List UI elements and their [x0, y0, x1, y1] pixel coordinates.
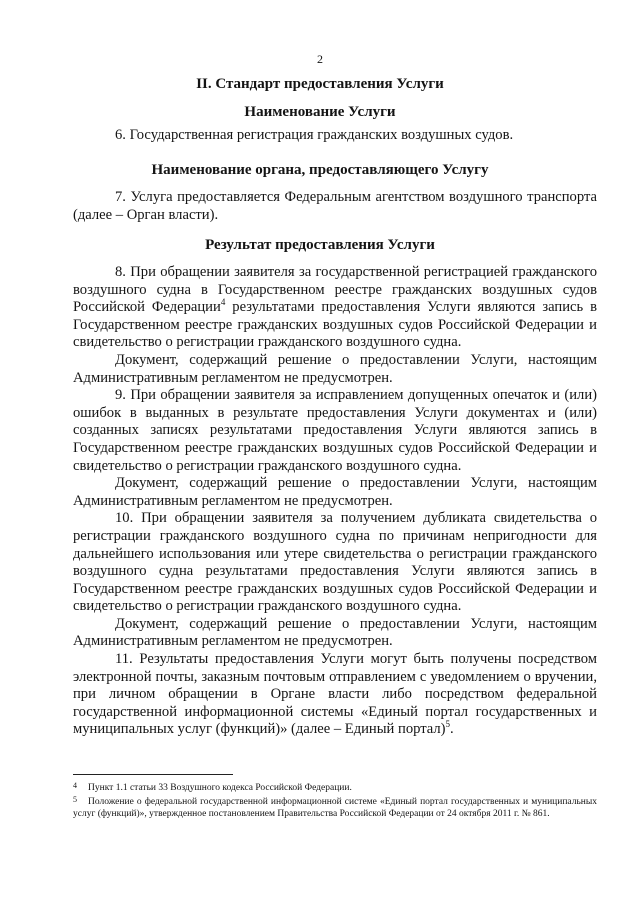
footnote-ref-5: 5 [445, 719, 451, 730]
footnote-4-mark: 4 [73, 781, 77, 790]
paragraph-11 [73, 651, 597, 739]
paragraph-6 [73, 127, 597, 145]
p8-text-a: 8. При обращении заявителя за государственной регистрацией гражданского воздушного судна в Государственном реестре гражданских воздушных судов Российской Федерации [73, 264, 597, 316]
footnote-separator [73, 774, 233, 775]
footnote-4 [73, 780, 597, 795]
footnote-5-mark: 5 [73, 795, 77, 804]
p7-text: 7. Услуга предоставляется Федеральным агентством воздушного транспорта (далее – Орган власти). [73, 189, 597, 223]
paragraph-9-document: Документ, содержащий решение о предоставлении Услуги, настоящим Административным регламентом не предусмотрен. [73, 475, 597, 509]
footnote-ref-4: 4 [220, 297, 226, 308]
footnote-4-text: Пункт 1.1 статьи 33 Воздушного кодекса Российской Федерации. [88, 783, 352, 793]
subheading-organ: Наименование органа, предоставляющего Услугу [151, 162, 489, 178]
footnote-5-text: Положение о федеральной государственной информационной системе «Единый портал государственных и муниципальных услуг (функций)», утвержденное постановлением Правительства Российской Федерации от 24 октября 2011 г. № 861. [73, 797, 597, 819]
footnote-5 [73, 794, 597, 820]
paragraph-10: 10. При обращении заявителя за получением дубликата свидетельства о регистрации гражданского воздушного судна по причинам непригодности для дальнейшего использования или утере свидетельства о регистрации гражданского воздушного судна результатами предоставления Услуги являются запись в Государственном реестре гражданских воздушных судов Российской Федерации и свидетельство о регистрации гражданского воздушного судна. [73, 510, 597, 615]
section-title: II. Стандарт предоставления Услуги [196, 76, 444, 92]
p8-text-b: результатами предоставления Услуги являются запись в Государственном реестре гражданских воздушных судов Российской Федерации и свидетельство о регистрации гражданского воздушного судна. [73, 299, 597, 351]
paragraph-7 [73, 189, 597, 224]
paragraph-8 [73, 264, 597, 352]
subheading-service-name: Наименование Услуги [244, 104, 396, 120]
paragraph-8-document: Документ, содержащий решение о предоставлении Услуги, настоящим Административным регламентом не предусмотрен. [73, 351, 597, 386]
paragraph-10-document: Документ, содержащий решение о предоставлении Услуги, настоящим Административным регламентом не предусмотрен. [73, 615, 597, 650]
p6-text: 6. Государственная регистрация гражданских воздушных судов. [115, 127, 514, 143]
paragraph-9: 9. При обращении заявителя за исправлением допущенных опечаток и (или) ошибок в выданных в результате предоставления Услуги документах и (или) созданных записях результатами предоставления Услуги являются запись в Государственном реестре гражданских воздушных судов Российской Федерации и свидетельство о регистрации гражданского воздушного судна. [73, 387, 597, 474]
page-number: 2 [317, 52, 323, 66]
p11-text: 11. Результаты предоставления Услуги могут быть получены посредством электронной почты, заказным почтовым отправлением с уведомлением о вручении, при личном обращении в Органе власти либо посредством федеральной государственной информационной системы «Единый портал государственных и муниципальных услуг (функций)» (далее – Единый портал) [73, 651, 597, 738]
main-text [73, 264, 597, 739]
p11-end: . [450, 721, 454, 738]
subheading-result: Результат предоставления Услуги [205, 237, 435, 253]
